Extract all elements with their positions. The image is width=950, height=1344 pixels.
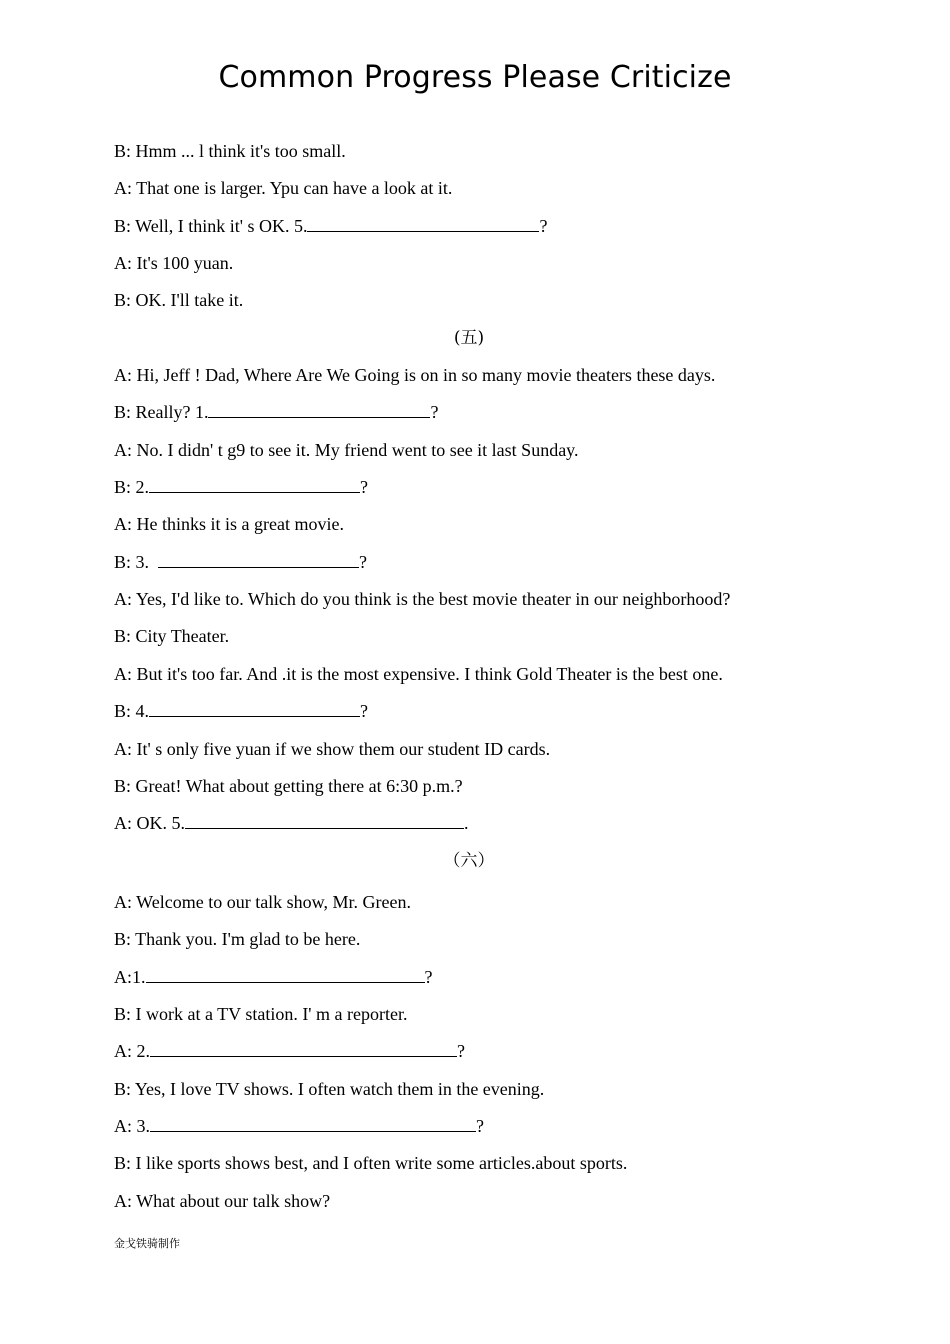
line-text: A: He thinks it is a great movie. <box>114 514 344 535</box>
line-text: B: Great! What about getting there at 6:30 p.m.? <box>114 775 463 796</box>
footer-credit: 金戈铁骑制作 <box>114 1237 180 1250</box>
line-text: A: Welcome to our talk show, Mr. Green. <box>114 891 411 912</box>
dialogue-line <box>114 469 834 506</box>
dialogue-line <box>114 245 834 282</box>
line-end: . <box>464 813 469 834</box>
line-end: ? <box>360 477 369 498</box>
answer-blank[interactable] <box>150 1037 457 1057</box>
line-text: B: I work at a TV station. I' m a reporter. <box>114 1003 408 1024</box>
line-text: B: 2. <box>114 477 150 498</box>
line-text: A: OK. 5. <box>114 813 185 834</box>
dialogue-line <box>114 1145 834 1182</box>
line-end: ? <box>424 966 433 987</box>
line-text: A: 2. <box>114 1041 150 1062</box>
line-text: A: No. I didn' t g9 to see it. My friend went to see it last Sunday. <box>114 439 579 460</box>
line-text: B: Yes, I love TV shows. I often watch them in the evening. <box>114 1078 545 1099</box>
answer-blank[interactable] <box>149 473 360 493</box>
dialogue-line <box>114 656 834 693</box>
section-title-6: （六） <box>443 850 495 871</box>
answer-blank[interactable] <box>307 212 539 232</box>
dialogue-line <box>114 921 834 958</box>
line-text: A: What about our talk show? <box>114 1190 331 1211</box>
line-text: B: Really? 1. <box>114 402 209 423</box>
line-text: A: But it's too far. And .it is the most expensive. I think Gold Theater is the best one. <box>114 663 723 684</box>
dialogue-line <box>114 282 834 319</box>
line-text: B: 3. <box>114 551 159 572</box>
dialogue-line <box>114 805 834 842</box>
line-end: ? <box>457 1041 465 1062</box>
dialogue-line <box>114 996 834 1033</box>
dialogue-line <box>114 1071 834 1108</box>
answer-blank[interactable] <box>208 398 430 418</box>
dialogue-line <box>114 693 834 730</box>
line-end: ? <box>539 215 548 236</box>
line-text: A:1. <box>114 966 146 987</box>
dialogue-line <box>114 506 834 543</box>
dialogue-line <box>114 208 834 245</box>
line-text: B: Thank you. I'm glad to be here. <box>114 929 361 950</box>
line-text: B: City Theater. <box>114 626 230 647</box>
answer-blank[interactable] <box>149 697 360 717</box>
line-text: B: Hmm ... l think it's too small. <box>114 141 346 161</box>
line-text: B: OK. I'll take it. <box>114 290 244 311</box>
line-end: ? <box>476 1115 484 1136</box>
page-title: Common Progress Please Criticize <box>218 60 732 95</box>
line-text: A: It's 100 yuan. <box>114 253 234 274</box>
dialogue-line <box>114 1183 834 1220</box>
dialogue-line <box>114 618 834 655</box>
answer-blank[interactable] <box>158 548 359 568</box>
dialogue-line <box>114 581 834 618</box>
dialogue-line <box>114 357 834 394</box>
line-text: B: I like sports shows best, and I often write some articles.about sports. <box>114 1153 628 1174</box>
line-text: B: 4. <box>114 701 150 722</box>
answer-blank[interactable] <box>185 809 464 829</box>
dialogue-line <box>114 394 834 431</box>
line-end: ? <box>359 551 368 572</box>
dialogue-line <box>114 1033 834 1070</box>
answer-blank[interactable] <box>150 1112 476 1132</box>
dialogue-line <box>114 133 834 170</box>
line-text: A: It' s only five yuan if we show them our student ID cards. <box>114 738 551 759</box>
dialogue-line <box>114 1108 834 1145</box>
line-text: A: Hi, Jeff ! Dad, Where Are We Going is on in so many movie theaters these days. <box>114 365 716 386</box>
line-text: B: Well, I think it' s OK. 5. <box>114 215 308 236</box>
dialogue-line <box>114 544 834 581</box>
section-title-5: (五) <box>453 327 485 348</box>
line-text: A: Yes, I'd like to. Which do you think is the best movie theater in our neighborhood? <box>114 589 731 610</box>
line-end: ? <box>430 402 439 423</box>
dialogue-line <box>114 959 834 996</box>
dialogue-line <box>114 731 834 768</box>
dialogue-line <box>114 768 834 805</box>
dialogue-line <box>114 432 834 469</box>
dialogue-line <box>114 884 834 921</box>
line-text: A: That one is larger. Ypu can have a look at it. <box>114 178 453 199</box>
line-end: ? <box>360 701 369 722</box>
dialogue-line <box>114 170 834 207</box>
dialogue-document <box>114 133 834 1220</box>
answer-blank[interactable] <box>146 963 425 983</box>
line-text: A: 3. <box>114 1115 150 1136</box>
